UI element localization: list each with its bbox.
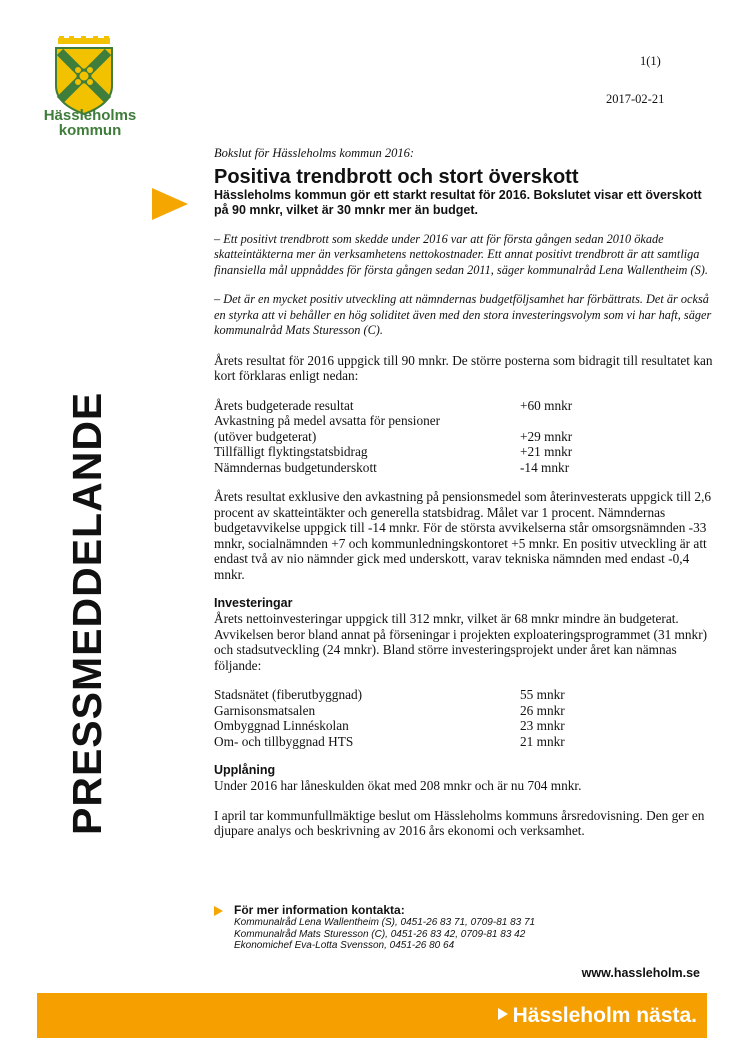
table-row (214, 460, 714, 476)
article-kicker: Bokslut för Hässleholms kommun 2016: (214, 146, 414, 160)
row-value: +29 mnkr (520, 428, 573, 444)
footer-slogan: Hässleholm nästa. (512, 1004, 697, 1027)
org-name (40, 108, 140, 138)
play-arrow-icon (152, 188, 188, 220)
result-table (214, 398, 714, 476)
table-row (214, 429, 714, 445)
row-label: Avkastning på medel avsatta för pensioner (214, 413, 441, 428)
row-label: Garnisonsmatsalen (214, 702, 316, 718)
article-body (214, 146, 714, 853)
table-row (214, 398, 714, 414)
contact-block (214, 904, 674, 952)
investments-heading: Investeringar (214, 596, 293, 610)
row-value: +21 mnkr (520, 444, 573, 459)
row-label: Ombyggnad Linnéskolan (214, 718, 349, 733)
contact-line: Kommunalråd Lena Wallentheim (S), 0451-26 83 71, 0709-81 83 71 (234, 917, 536, 928)
play-arrow-icon (498, 1008, 508, 1020)
table-row (214, 413, 714, 429)
result-details: Årets resultat exklusive den avkastning på pensionsmedel som återinvesterats uppgick till 2,6 procent av skatteintäkter och generella statsbidrag. Målet var 1 procent. Nämndernas budgetavvikelse uppgick till -14 mnkr. För de största avvikelserna står omsorgsnämnden -33 mnkr, socialnämnden +7 och kommunledningskontoret +5 mnkr. En positiv utveckling är att endast två av nio nämnder gick med underskott, varav tekniska nämnden med endast -0,4 mnkr. (214, 489, 712, 582)
row-value: 55 mnkr (520, 687, 565, 702)
row-label: Nämndernas budgetunderskott (214, 459, 377, 475)
table-row (214, 718, 714, 734)
document-date: 2017-02-21 (606, 92, 665, 106)
play-arrow-icon (214, 906, 223, 916)
row-label: Tillfälligt flyktingstatsbidrag (214, 444, 368, 459)
row-value: 26 mnkr (520, 702, 565, 718)
table-row (214, 687, 714, 703)
row-value: 21 mnkr (520, 733, 565, 749)
footer-slogan-wrap (498, 1004, 697, 1028)
article-lead: Hässleholms kommun gör ett starkt resultat för 2016. Bokslutet visar ett överskott på 90 mnkr, vilket är 30 mnkr mer än budget. (214, 187, 702, 217)
row-value: 23 mnkr (520, 718, 565, 733)
row-label: Om- och tillbyggnad HTS (214, 733, 354, 749)
side-label: PRESSMEDDELANDE (64, 391, 110, 835)
table-row (214, 734, 714, 750)
investments-table (214, 687, 714, 749)
investments-para: Årets nettoinvesteringar uppgick till 312 mnkr, vilket är 68 mnkr mindre än budgeterat. Avvikelsen beror bland annat på förseningar i projekten exploateringsprogrammet (31 mnkr) och stadsutveckling (24 mnkr). Bland större investeringsprojekt under året kan nämnas följande: (214, 611, 708, 673)
loan-para: Under 2016 har låneskulden ökat med 208 mnkr och är nu 704 mnkr. (214, 778, 582, 793)
org-name-line1: Hässleholms (43, 107, 137, 124)
loan-heading: Upplåning (214, 763, 276, 777)
row-value: +60 mnkr (520, 397, 573, 413)
coat-of-arms-logo (52, 36, 116, 116)
contact-line: Kommunalråd Mats Sturesson (C), 0451-26 83 42, 0709-81 83 42 (234, 928, 526, 940)
article-headline: Positiva trendbrott och stort överskott (214, 165, 579, 188)
table-row (214, 703, 714, 719)
row-value: -14 mnkr (520, 459, 570, 475)
row-value (520, 413, 640, 429)
row-label: Årets budgeterade resultat (214, 397, 354, 413)
row-label: (utöver budgeterat) (214, 428, 317, 444)
result-intro: Årets resultat för 2016 uppgick till 90 mnkr. De större posterna som bidragit till resultatet kan kort förklaras enligt nedan: (214, 352, 713, 383)
table-row (214, 444, 714, 460)
quote-sturesson: – Det är en mycket positiv utveckling att nämndernas budgetföljsamhet har förbättrats. Det är också en styrka att vi behåller en hög soliditet även med den stora investeringsvolym som vi har haft, säger kommunalråd Mats Sturesson (C). (214, 292, 712, 337)
footer-banner (37, 993, 707, 1038)
contact-title: För mer information kontakta: (234, 903, 405, 917)
closing-para: I april tar kommunfullmäktige beslut om Hässleholms kommuns årsredovisning. Den ger en djupare analys och beskrivning av 2016 års ekonomi och verksamhet. (214, 807, 705, 838)
quote-wallentheim: – Ett positivt trendbrott som skedde under 2016 var att för första gången sedan 2010 ökade skatteintäkterna mer än verksamhetens nettokostnader. Ett annat positivt trendbrott är att samtliga finansiella mål uppnåddes för första gången sedan 2011, säger kommunalråd Lena Wallentheim (S). (214, 231, 708, 277)
row-label: Stadsnätet (fiberutbyggnad) (214, 687, 363, 702)
contact-line: Ekonomichef Eva-Lotta Svensson, 0451-26 80 64 (234, 940, 455, 951)
website-link[interactable]: www.hassleholm.se (581, 966, 700, 980)
page-number: 1(1) (640, 54, 661, 68)
org-name-line2: kommun (58, 122, 122, 139)
